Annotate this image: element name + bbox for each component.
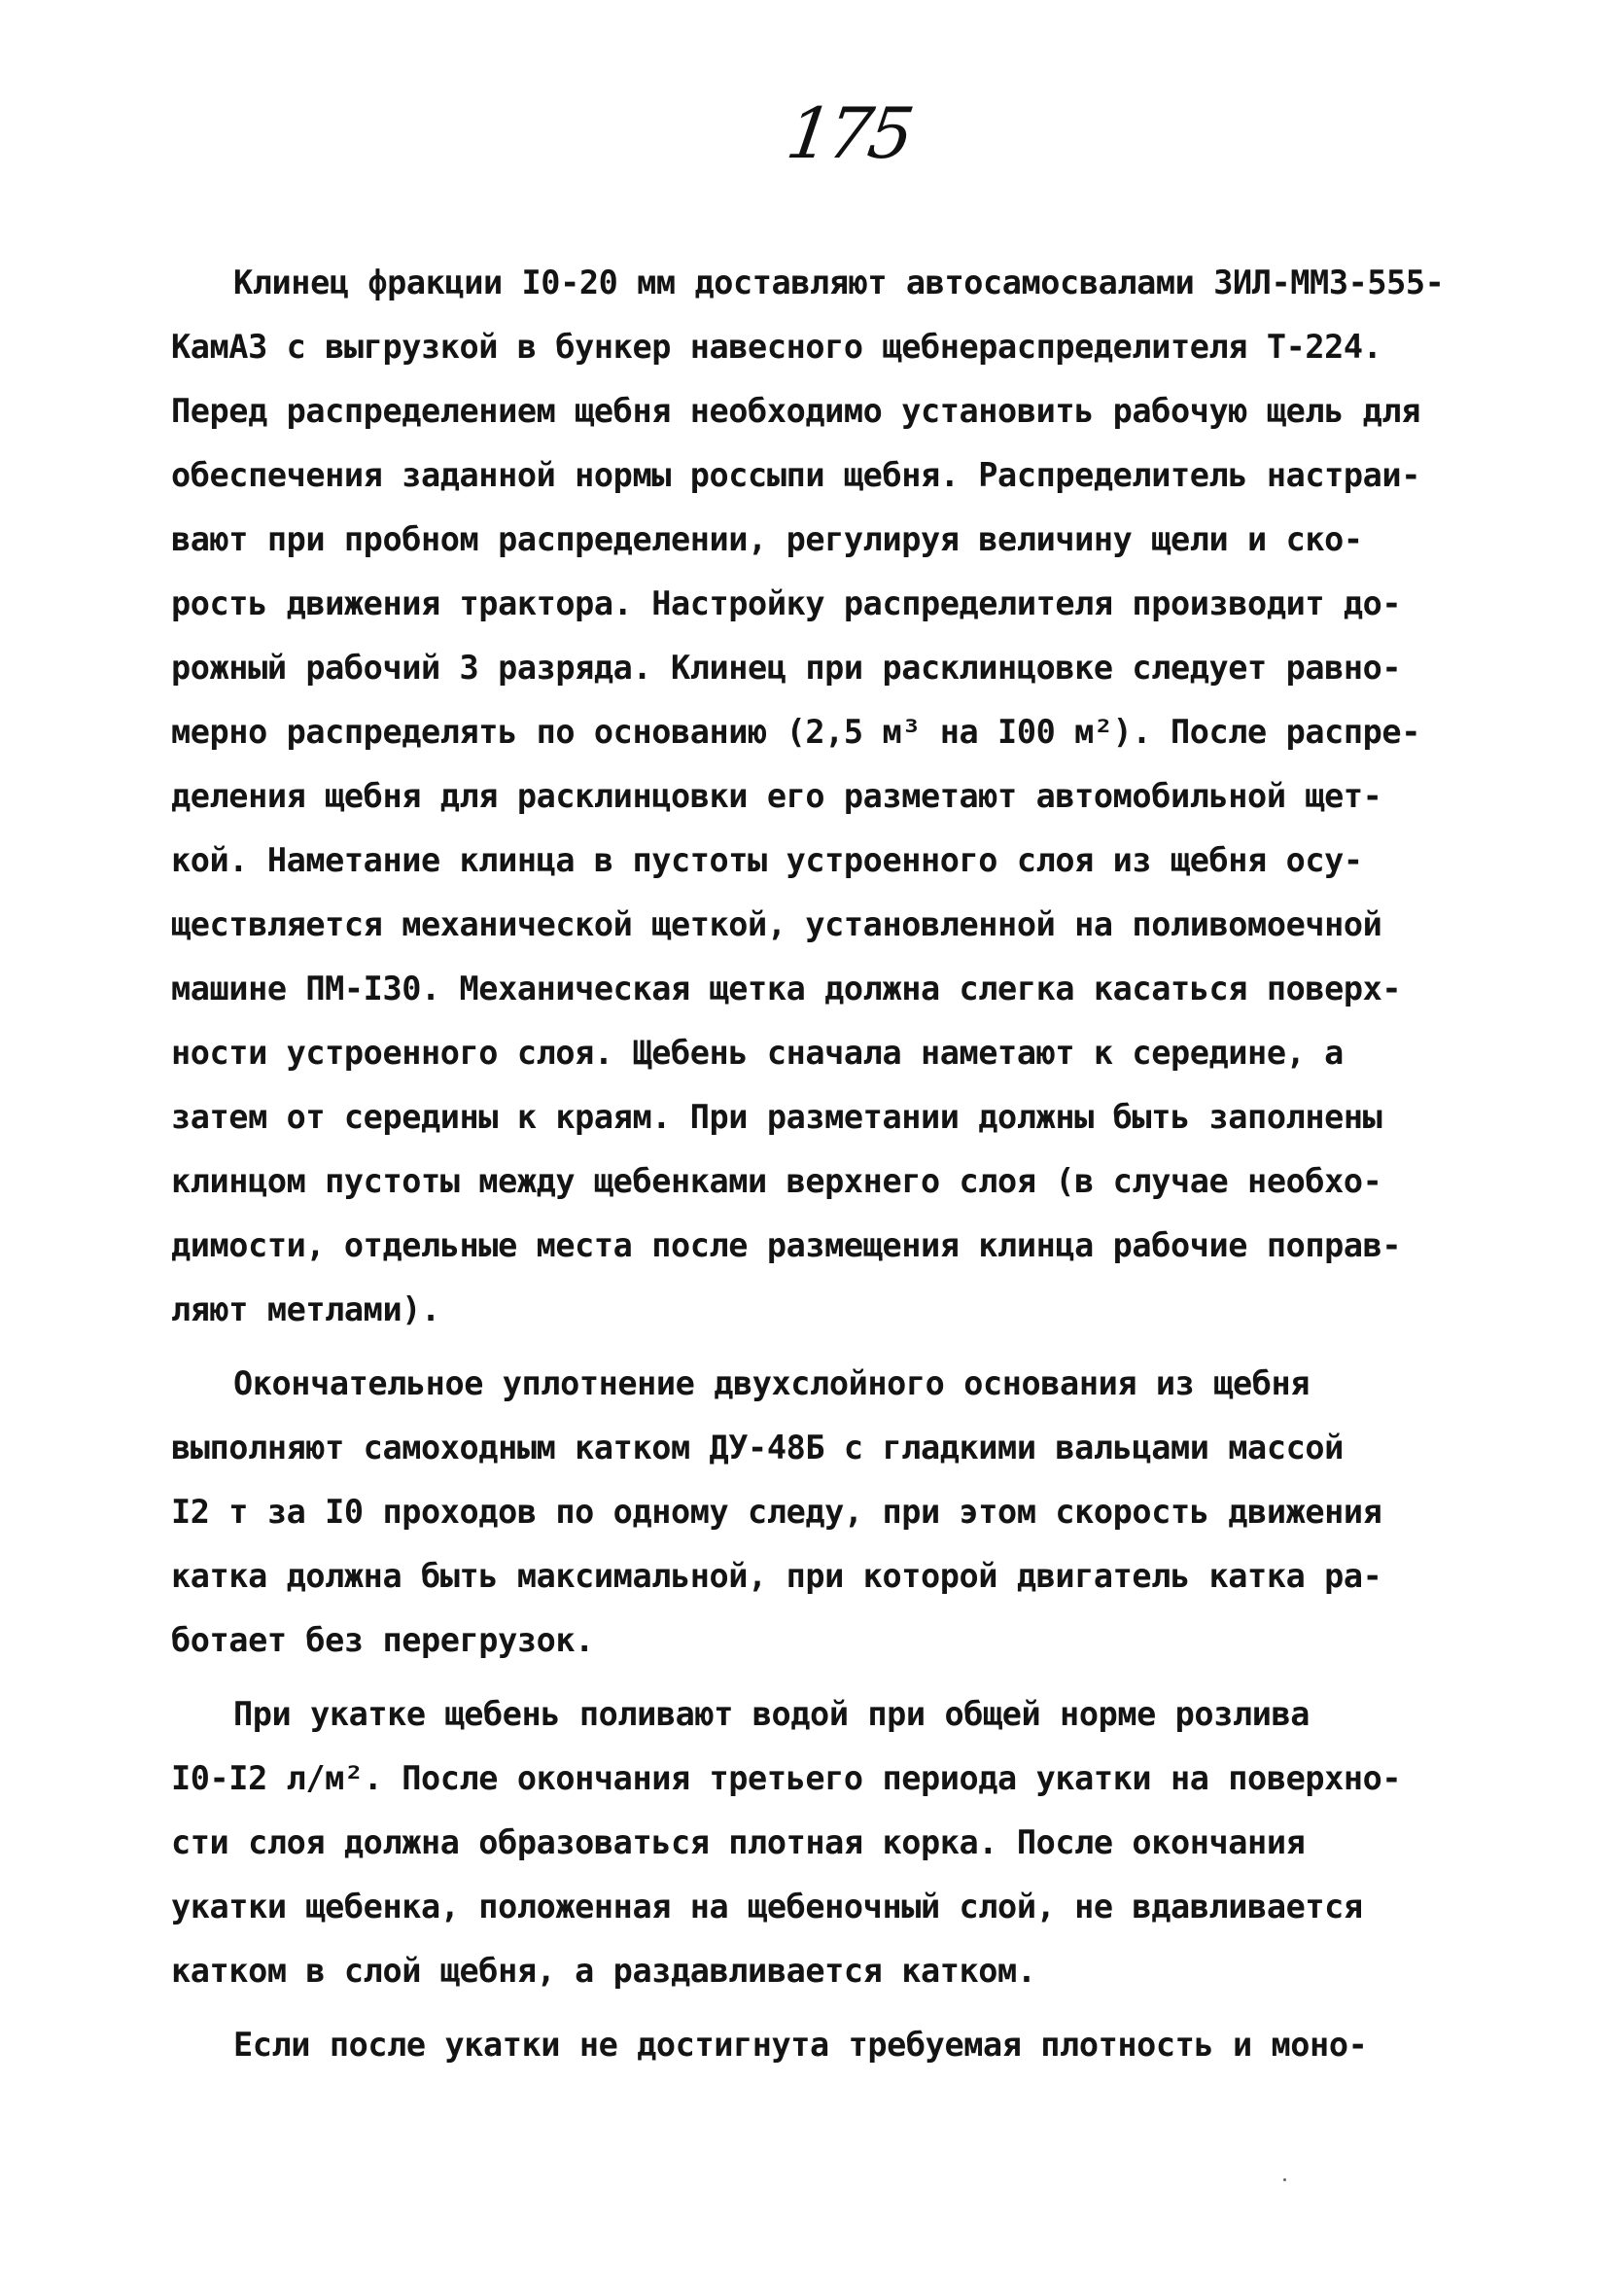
text-line: выполняют самоходным катком ДУ-48Б с гладкими вальцами массой <box>171 1429 1344 1466</box>
text-line: рость движения трактора. Настройку распределителя производит до- <box>171 584 1402 622</box>
text-line: I2 т за I0 проходов по одному следу, при этом скорость движения <box>171 1493 1382 1531</box>
text-line: Клинец фракции I0-20 мм доставляют автосамосвалами ЗИЛ-ММЗ-555- <box>233 264 1445 301</box>
text-line: Перед распределением щебня необходимо установить рабочую щель для <box>171 392 1420 430</box>
text-line: Если после укатки не достигнута требуемая плотность и моно- <box>233 2026 1368 2064</box>
text-line: ляют метлами). <box>171 1290 440 1328</box>
text-line: кой. Наметание клинца в пустоты устроенного слоя из щебня осу- <box>171 841 1363 879</box>
page-number: 175 <box>782 92 916 174</box>
text-line: деления щебня для расклинцовки его разметают автомобильной щет- <box>171 777 1382 815</box>
paragraph-2 <box>171 1352 1464 1673</box>
text-line: сти слоя должна образоваться плотная корка. После окончания <box>171 1823 1306 1861</box>
text-line: мерно распределять по основанию (2,5 м³ на I00 м²). После распре- <box>171 713 1420 751</box>
text-line: ности устроенного слоя. Щебень сначала наметают к середине, а <box>171 1034 1344 1072</box>
text-line: КамАЗ с выгрузкой в бункер навесного щебнераспределителя Т-224. <box>171 328 1382 366</box>
text-line: При укатке щебень поливают водой при общей норме розлива <box>233 1695 1311 1733</box>
text-line: обеспечения заданной нормы россыпи щебня. Распределитель настраи- <box>171 456 1420 494</box>
text-line: рожный рабочий 3 разряда. Клинец при расклинцовке следует равно- <box>171 649 1402 687</box>
text-line: машине ПМ-I30. Механическая щетка должна слегка касаться поверх- <box>171 970 1402 1007</box>
text-line: клинцом пустоты между щебенками верхнего слоя (в случае необхо- <box>171 1162 1382 1200</box>
text-line: димости, отдельные места после размещения клинца рабочие поправ- <box>171 1226 1402 1264</box>
text-line: ществляется механической щеткой, установленной на поливомоечной <box>171 905 1382 943</box>
text-line: I0-I2 л/м². После окончания третьего периода укатки на поверхно- <box>171 1759 1402 1797</box>
text-line: катком в слой щебня, а раздавливается катком. <box>171 1952 1036 1990</box>
text-line: катка должна быть максимальной, при которой двигатель катка ра- <box>171 1557 1382 1595</box>
text-line: укатки щебенка, положенная на щебеночный слой, не вдавливается <box>171 1888 1363 1925</box>
paragraph-gap <box>171 1342 1464 1352</box>
text-line: вают при пробном распределении, регулируя величину щели и ско- <box>171 520 1363 558</box>
body-text <box>171 251 1464 2077</box>
text-line: ботает без перегрузок. <box>171 1621 594 1659</box>
paragraph-3 <box>171 1682 1464 2003</box>
paragraph-gap <box>171 1673 1464 1682</box>
text-line: затем от середины к краям. При разметании должны быть заполнены <box>171 1098 1382 1136</box>
paragraph-1 <box>171 251 1464 1342</box>
scan-speck <box>1283 2178 1286 2181</box>
paragraph-4 <box>171 2013 1464 2077</box>
paragraph-gap <box>171 2003 1464 2013</box>
text-line: Окончательное уплотнение двухслойного основания из щебня <box>233 1364 1311 1402</box>
